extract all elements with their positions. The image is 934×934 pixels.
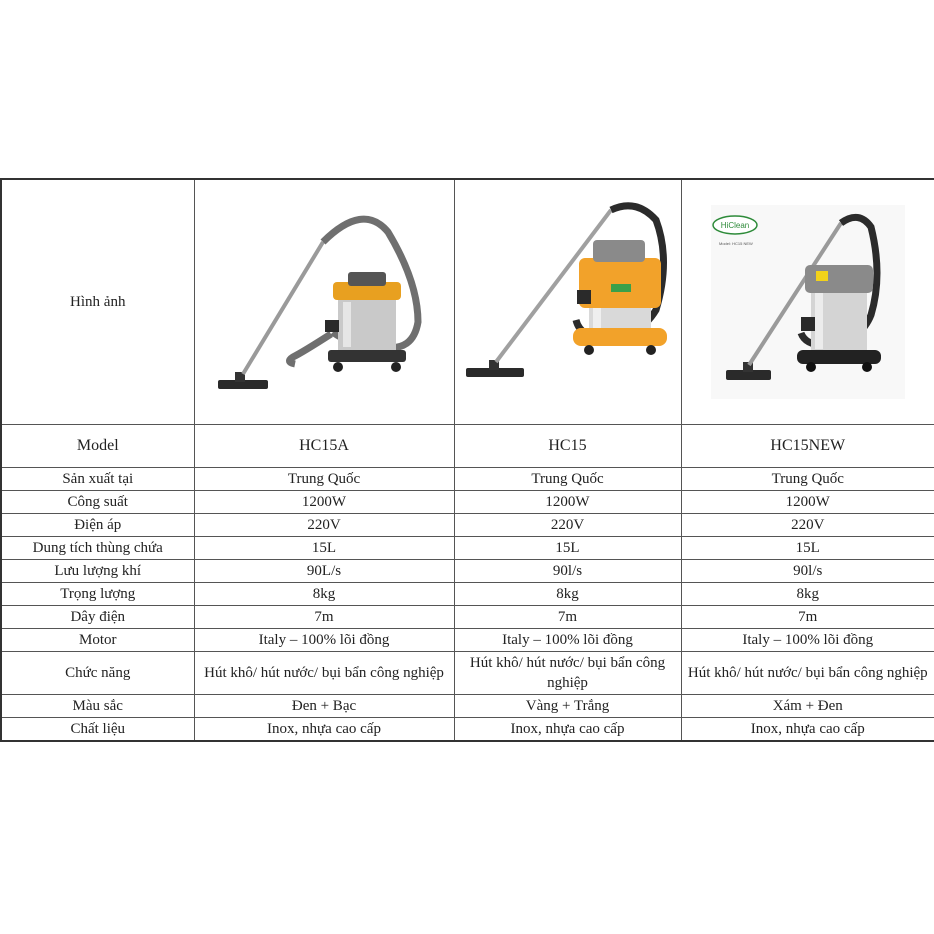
spec-comparison-table [0, 178, 934, 742]
table-row [1, 606, 934, 629]
row-value: 8kg [454, 583, 681, 606]
row-value: 90L/s [194, 560, 454, 583]
row-value: 220V [194, 514, 454, 537]
row-value: 15L [454, 537, 681, 560]
svg-text:Model: HC15 NEW: Model: HC15 NEW [718, 241, 753, 246]
row-value: 90l/s [681, 560, 934, 583]
table-row [1, 491, 934, 514]
hiclean-logo [713, 216, 757, 246]
table-row [1, 718, 934, 742]
vacuum-image-hc15new [711, 205, 905, 399]
product-image-cell-1 [194, 179, 454, 425]
table-row [1, 695, 934, 718]
row-label: Công suất [1, 491, 194, 514]
row-label: Màu sắc [1, 695, 194, 718]
vacuum-image-hc15 [461, 200, 675, 405]
table-row [1, 514, 934, 537]
row-value: 220V [454, 514, 681, 537]
row-value: 90l/s [454, 560, 681, 583]
row-value: Inox, nhựa cao cấp [454, 718, 681, 742]
product-image-cell-3 [681, 179, 934, 425]
image-row-label: Hình ảnh [1, 179, 194, 425]
table-row [1, 629, 934, 652]
row-value: 8kg [681, 583, 934, 606]
row-value: Hút khô/ hút nước/ bụi bẩn công nghiệp [681, 652, 934, 695]
row-value: 15L [681, 537, 934, 560]
row-value: Trung Quốc [454, 468, 681, 491]
row-value: Xám + Đen [681, 695, 934, 718]
row-label: Trọng lượng [1, 583, 194, 606]
row-label: Điện áp [1, 514, 194, 537]
row-label: Lưu lượng khí [1, 560, 194, 583]
row-label: Motor [1, 629, 194, 652]
row-value: 1200W [454, 491, 681, 514]
table-row [1, 537, 934, 560]
model-value-2: HC15 [454, 425, 681, 468]
table-row [1, 583, 934, 606]
row-value: 1200W [681, 491, 934, 514]
row-value: Đen + Bạc [194, 695, 454, 718]
table-row [1, 560, 934, 583]
row-value: Hút khô/ hút nước/ bụi bẩn công nghiệp [454, 652, 681, 695]
row-value: Trung Quốc [681, 468, 934, 491]
row-value: Italy – 100% lõi đồng [681, 629, 934, 652]
row-value: Italy – 100% lõi đồng [454, 629, 681, 652]
vacuum-image-hc15a [213, 202, 435, 402]
model-label: Model [1, 425, 194, 468]
table-row [1, 652, 934, 695]
row-value: 7m [194, 606, 454, 629]
row-value: Inox, nhựa cao cấp [681, 718, 934, 742]
row-value: Vàng + Trắng [454, 695, 681, 718]
row-label: Chất liệu [1, 718, 194, 742]
row-label: Sản xuất tại [1, 468, 194, 491]
model-value-3: HC15NEW [681, 425, 934, 468]
row-value: Trung Quốc [194, 468, 454, 491]
row-value: 7m [454, 606, 681, 629]
model-value-1: HC15A [194, 425, 454, 468]
svg-text:HiClean: HiClean [720, 221, 749, 230]
row-value: 15L [194, 537, 454, 560]
row-label: Dung tích thùng chứa [1, 537, 194, 560]
row-value: 7m [681, 606, 934, 629]
row-value: 220V [681, 514, 934, 537]
row-value: Italy – 100% lõi đồng [194, 629, 454, 652]
row-value: Hút khô/ hút nước/ bụi bẩn công nghiệp [194, 652, 454, 695]
table-row [1, 468, 934, 491]
row-value: Inox, nhựa cao cấp [194, 718, 454, 742]
product-image-cell-2 [454, 179, 681, 425]
row-label: Dây điện [1, 606, 194, 629]
row-value: 8kg [194, 583, 454, 606]
row-label: Chức năng [1, 652, 194, 695]
row-value: 1200W [194, 491, 454, 514]
image-row [1, 179, 934, 425]
model-row [1, 425, 934, 468]
